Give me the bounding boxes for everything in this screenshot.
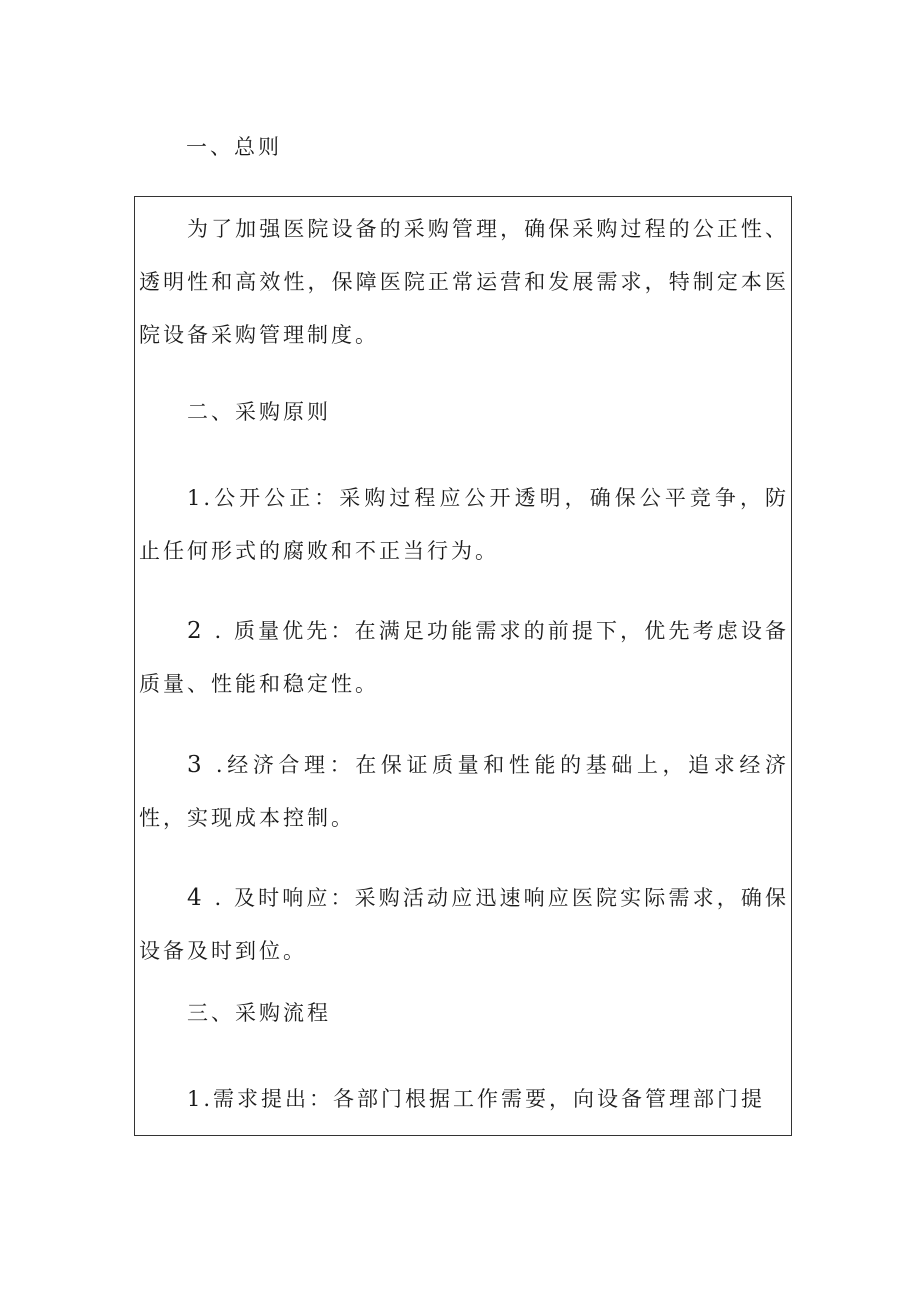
- principle-item-1: [135, 472, 791, 578]
- content-box: [134, 196, 792, 1136]
- principle-number: 2: [187, 618, 205, 644]
- principle-item-4: [135, 872, 791, 978]
- process-item-1: [135, 1073, 791, 1126]
- principle-text: .经济合理：在保证质量和性能的基础上，追求经济性，实现成本控制。: [139, 753, 789, 830]
- process-text: 需求提出：各部门根据工作需要，向设备管理部门提: [213, 1087, 766, 1111]
- section-heading-principles: 二、采购原则: [187, 400, 331, 424]
- principle-item-3: [135, 739, 791, 845]
- principle-text: . 质量优先：在满足功能需求的前提下，优先考虑设备质量、性能和稳定性。: [139, 619, 789, 696]
- principle-number: 4: [187, 885, 205, 911]
- principle-number: 3: [187, 752, 205, 778]
- principle-text: . 及时响应：采购活动应迅速响应医院实际需求，确保设备及时到位。: [139, 886, 789, 963]
- section-heading-process: 三、采购流程: [187, 1001, 331, 1025]
- paragraph-general: 为了加强医院设备的采购管理，确保采购过程的公正性、透明性和高效性，保障医院正常运营和发展需求，特制定本医院设备采购管理制度。: [139, 217, 789, 347]
- principle-text: 公开公正：采购过程应公开透明，确保公平竞争，防止任何形式的腐败和不正当行为。: [139, 486, 789, 563]
- section-heading-general: 一、总则: [186, 135, 282, 159]
- principle-number: 1.: [187, 486, 214, 510]
- process-number: 1.: [187, 1087, 214, 1111]
- principle-item-2: [135, 605, 791, 711]
